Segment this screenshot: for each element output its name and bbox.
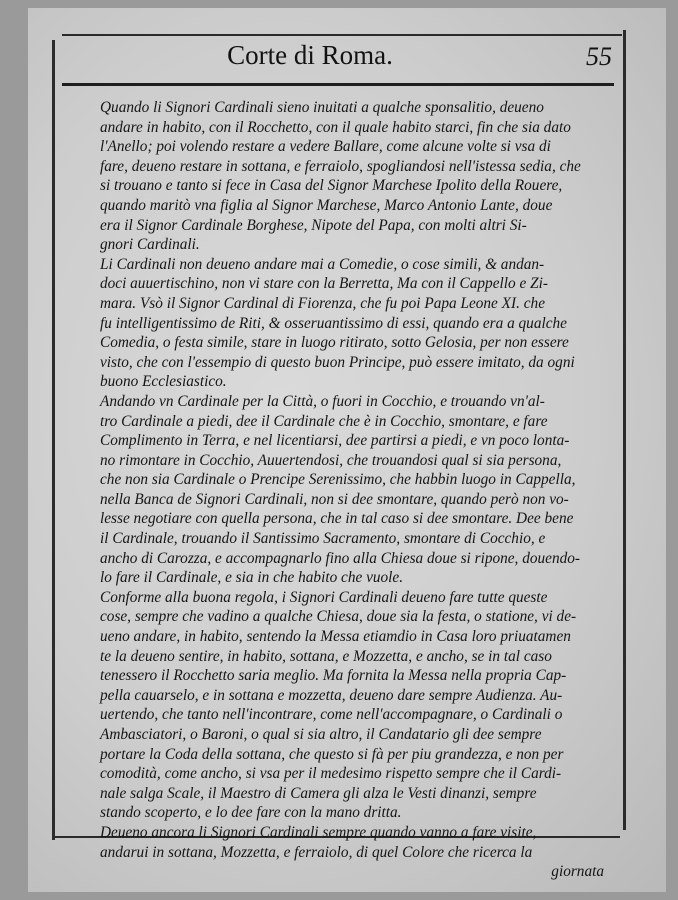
text-line: ancho di Carozza, e accompagnarlo fino alla Chiesa doue si ripone, douendo- <box>100 549 580 567</box>
header-rule <box>62 83 614 86</box>
paragraph <box>78 98 604 255</box>
text-line: fu intelligentissimo de Riti, & osseruantissimo di essi, quando era a qualche <box>100 314 567 332</box>
text-line: Quando li Signori Cardinali sieno inuitati a qualche sponsalitio, deueno <box>100 99 544 116</box>
text-line: l'Anello; poi volendo restare a vedere Ballare, come alcune volte si vsa di <box>100 138 551 156</box>
text-line: mara. Vsò il Signor Cardinal di Fiorenza, che fu poi Papa Leone XI. che <box>100 294 545 312</box>
text-line: fare, deueno restare in sottana, e ferraiolo, spogliandosi nell'istessa sedia, che <box>100 157 581 175</box>
running-head: Corte di Roma. <box>227 40 393 70</box>
text-line: quando maritò vna figlia al Signor Marchese, Marco Antonio Lante, doue <box>100 196 553 214</box>
text-line: era il Signor Cardinale Borghese, Nipote del Papa, con molti altri Si- <box>100 216 527 234</box>
paragraph <box>78 588 604 823</box>
paragraph <box>78 255 604 392</box>
text-line: giornata <box>551 863 604 881</box>
text-line: che non sia Cardinale o Prencipe Serenissimo, che habbin luogo in Cappella, <box>100 471 576 489</box>
text-line: lo fare il Cardinale, e sia in che habito che vuole. <box>100 569 404 587</box>
paragraph <box>78 823 604 882</box>
text-line: buono Ecclesiastico. <box>100 373 227 391</box>
frame-rule-top <box>62 34 622 36</box>
text-line: Ambasciatori, o Baroni, o qual si sia altro, il Candatario gli dee sempre <box>100 726 542 743</box>
text-line: ueno andare, in habito, sentendo la Messa etiamdio in Casa loro priuatamen <box>100 628 571 646</box>
text-line: portare la Coda della sottana, che questo si fà per piu grandezza, e non per <box>100 745 564 763</box>
text-line: tro Cardinale a piedi, dee il Cardinale che è in Cocchio, smontare, e fare <box>100 412 548 430</box>
text-line: Conforme alla buona regola, i Signori Cardinali deueno fare tutte queste <box>100 588 548 606</box>
text-line: Deueno ancora li Signori Cardinali sempre quando vanno a fare visite, <box>100 823 537 841</box>
text-line: andare in habito, con il Rocchetto, con il quale habito starci, fin che sia dato <box>100 118 571 136</box>
text-line: uertendo, che tanto nell'incontrare, come nell'accompagnare, o Cardinali o <box>100 706 563 724</box>
text-line: te la deueno sentire, in habito, sottana, e Mozzetta, e ancho, se in tal caso <box>100 647 552 665</box>
text-line: il Cardinale, trouando il Santissimo Sacramento, smontare di Cocchio, e <box>100 530 546 548</box>
text-line: Li Cardinali non deueno andare mai a Comedie, o cose simili, & andan- <box>100 255 545 273</box>
text-line: stando scoperto, e lo dee fare con la mano dritta. <box>100 804 402 822</box>
text-line: Complimento in Terra, e nel licentiarsi, dee partirsi a piedi, e vn poco lonta- <box>100 432 570 450</box>
paragraph <box>78 392 604 588</box>
text-line: nale salga Scale, il Maestro di Camera gli alza le Vesti dinanzi, sempre <box>100 784 537 802</box>
text-line: Comedia, o festa simile, stare in luogo ritirato, sotto Gelosia, per non essere <box>100 334 569 352</box>
body-text <box>78 98 604 882</box>
text-line: Andando vn Cardinale per la Città, o fuori in Cocchio, e trouando vn'al- <box>100 392 545 410</box>
text-line: doci auuertischino, non vi stare con la Berretta, Ma con il Cappello e Zi- <box>100 275 548 293</box>
frame-rule-right <box>623 30 626 830</box>
text-line: nella Banca de Signori Cardinali, non si dee smontare, quando però non vo- <box>100 490 569 508</box>
text-line: no rimontare in Cocchio, Auuertendosi, che trouandosi qual si sia persona, <box>100 451 562 469</box>
frame-rule-left <box>52 40 55 840</box>
text-line: cose, sempre che vadino a qualche Chiesa, doue sia la festa, o statione, vi de- <box>100 608 577 626</box>
text-line: lesse negotiare con quella persona, che in tal caso si dee smontare. Dee bene <box>100 510 574 528</box>
text-line: comodità, come ancho, si vsa per il medesimo rispetto sempre che il Cardi- <box>100 765 562 783</box>
text-line: pella cauarselo, e in sottana e mozzetta, deueno dare sempre Audienza. Au- <box>100 686 563 704</box>
text-line: visto, che con l'essempio di questo buon Principe, può essere imitato, da ogni <box>100 353 575 371</box>
page-number: 55 <box>586 42 612 71</box>
text-line: si trouano e tanto si fece in Casa del Signor Marchese Ipolito della Rouere, <box>100 177 563 195</box>
text-line: gnori Cardinali. <box>100 236 200 254</box>
text-line: andarui in sottana, Mozzetta, e ferraiolo, di quel Colore che ricerca la <box>100 843 533 861</box>
text-line: tenessero il Rocchetto saria meglio. Ma fornita la Messa nella propria Cap- <box>100 667 567 685</box>
